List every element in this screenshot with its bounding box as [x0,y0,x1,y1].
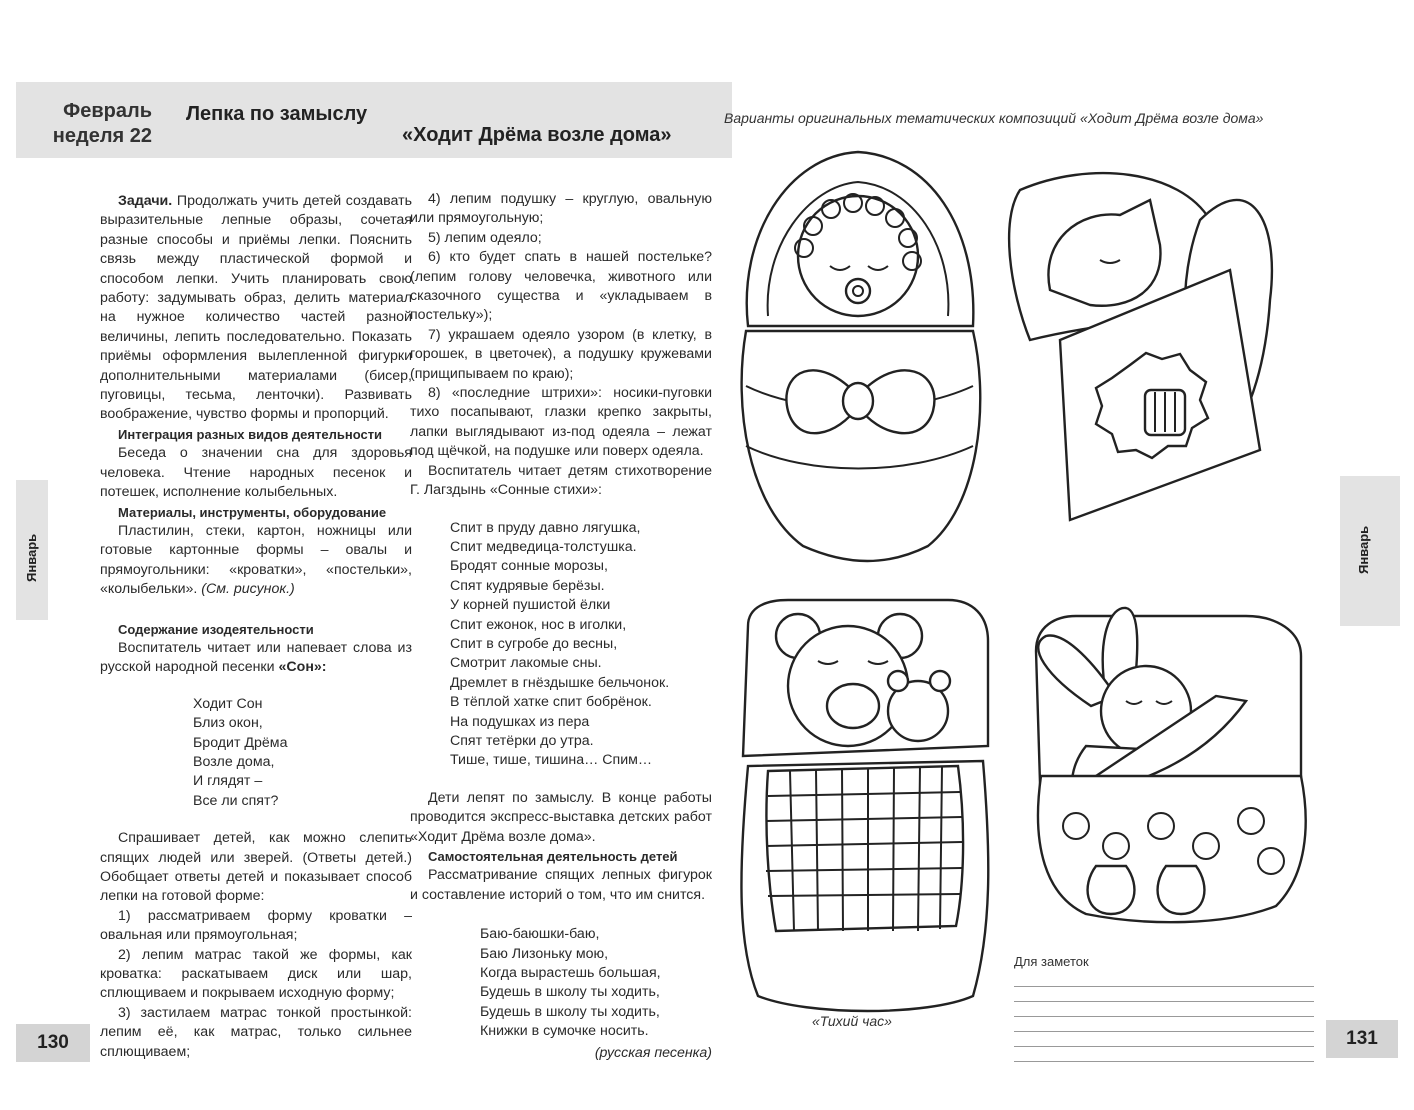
lullaby-line: Когда вырастешь большая, [480,965,661,982]
poem-line: На подушках из пера [450,713,590,730]
song-title: «Сон»: [278,659,327,676]
poem-line: Спит в пруду давно лягушка, [450,519,641,536]
integration-text: Беседа о значении сна для здоровья человека. Чтение народных песенок и потешек, исполнение колыбельных. [100,445,412,501]
notes-label: Для заметок [1014,954,1089,969]
verse-line: Все ли спят? [193,792,279,809]
step-item: 5) лепим одеяло; [428,229,542,246]
right-page-header: Варианты оригинальных тематических композиций «Ходит Дрёма возле дома» [724,110,1264,126]
independent-text: Рассматривание спящих лепных фигурок и составление историй о том, что им снится. [410,867,712,903]
illustration-bunny-bed [1026,596,1316,926]
poem-line: Спит в сугробе до весны, [450,635,618,652]
illustration-fox-bed [990,160,1280,580]
poem-intro: Воспитатель читает детям стихотворение Г. Лагздынь «Сонные стихи»: [410,462,712,499]
poem-line: Бродят сонные морозы, [450,558,608,575]
materials-paragraph [100,522,412,600]
verse-line: Бродит Дрёма [193,734,288,751]
notes-lines [1014,972,1314,1062]
poem-line: Спят тетёрки до утра. [450,732,594,749]
right-page-number: 131 [1326,1020,1398,1058]
lesson-topic: Лепка по замыслу [186,103,368,125]
materials-text: Пластилин, стеки, картон, ножницы или готовые картонные формы – овалы и прямоугольники: «кроватки», «постельки», «колыбельки». [100,522,412,598]
verse-line: Близ окон, [193,715,263,732]
lullaby [480,925,712,1041]
materials-ref: (См. рисунок.) [201,581,295,598]
step-item: 2) лепим матрас такой же формы, как кроватка: раскатываем диск или шар, сплющиваем и покрываем исходную форму; [100,946,412,1002]
poem-line: Спят кудрявые берёзы. [450,577,605,594]
month-label [40,99,152,149]
step-item: 7) украшаем одеяло узором (в клетку, в горошек, в цветочек), а подушку кружевами (прищипываем по краю); [410,326,712,382]
step-item: 1) рассматриваем форму кроватки – овальная или прямоугольная; [100,907,412,944]
step-item: 6) кто будет спать в нашей постельке? (лепим голову человечка, животного или сказочного существа и «укладываем в постельку»); [410,249,712,324]
note-line[interactable] [1014,1017,1314,1032]
poem-line: Спит ежонок, нос в иголки, [450,616,627,633]
song-verse [193,695,412,811]
step-item: 8) «последние штрихи»: носики-пуговки тихо посапывают, глазки крепко закрыты, лапки выглядывают из-под одеяла – лежат под щёчкой, на подушке или поверх одеяла. [410,385,712,460]
note-line[interactable] [1014,1047,1314,1062]
tasks-paragraph [100,192,412,425]
note-line[interactable] [1014,987,1314,1002]
illustration-caption: «Тихий час» [812,1013,892,1029]
step-item: 3) застилаем матрас тонкой простынкой: лепим её, как матрас, только сильнее сплющиваем; [100,1004,412,1060]
poem [450,519,712,771]
lullaby-line: Будешь в школу ты ходить, [480,1003,660,1020]
lullaby-line: Будешь в школу ты ходить, [480,984,660,1001]
content-intro: Воспитатель читает или напевает слова из русской народной песенки [100,639,412,676]
verse-line: Ходит Сон [193,695,263,712]
month-name: Февраль [63,100,152,122]
note-line[interactable] [1014,1002,1314,1017]
column-1 [100,192,412,1062]
poem-line: Спит медведица-толстушка. [450,538,637,555]
lullaby-line: Баю Лизоньку мою, [480,945,609,962]
poem-line: Тише, тише, тишина… Спим… [450,752,653,769]
column-2 [410,190,712,1063]
poem-line: Дремлет в гнёздышке бельчонок. [450,674,670,691]
illustration-baby-cradle [728,146,990,566]
materials-heading: Материалы, инструменты, оборудование [118,504,387,520]
content-intro-paragraph [100,639,412,678]
right-side-label: Январь [1356,525,1371,574]
independent-heading: Самостоятельная деятельность детей [428,849,678,864]
poem-line: У корней пушистой ёлки [450,597,611,614]
verse-line: Возле дома, [193,753,275,770]
week-number: неделя 22 [52,125,152,147]
poem-line: В тёплой хатке спит бобрёнок. [450,694,652,711]
integration-heading: Интеграция разных видов деятельности [118,426,383,442]
content-heading: Содержание изодеятельности [118,621,314,637]
tasks-text: Продолжать учить детей создавать выразительные лепные образы, сочетая разные способы и приёмы лепки. Пояснить связь между пластической формой и способом лепки. Учить планировать свою работу: задумывать образ, делить материал на нужное количество частей разной величины, лепить последовательно. Показать приёмы оформления вылепленной фигурки дополнительными материалами (бисер, пуговицы, тесьма, ленточки). Развивать воображение, чувство формы и пропорций. [100,193,412,423]
illustration-bears-bed [728,596,996,1021]
after-verse-text: Спрашивает детей, как можно слепить спящих людей или зверей. (Ответы детей.) Обобщает ответы детей и показывает способ лепки на готовой форме: [100,830,412,905]
after-poem-text: Дети лепят по замыслу. В конце работы проводится экспресс-выставка детских работ «Ходит Дрёма возле дома». [410,789,712,845]
note-line[interactable] [1014,1032,1314,1047]
poem-line: Смотрит лакомые сны. [450,655,602,672]
left-side-label: Январь [24,533,39,582]
left-page-number: 130 [16,1024,90,1062]
lullaby-line: Баю-баюшки-баю, [480,926,600,943]
verse-line: И глядят – [193,773,263,790]
lullaby-source: (русская песенка) [594,1044,712,1061]
note-line[interactable] [1014,972,1314,987]
lullaby-line: Книжки в сумочке носить. [480,1023,649,1040]
tasks-label: Задачи. [118,193,173,209]
lesson-title: «Ходит Дрёма возле дома» [402,124,672,146]
step-item: 4) лепим подушку – круглую, овальную или прямоугольную; [410,191,712,227]
